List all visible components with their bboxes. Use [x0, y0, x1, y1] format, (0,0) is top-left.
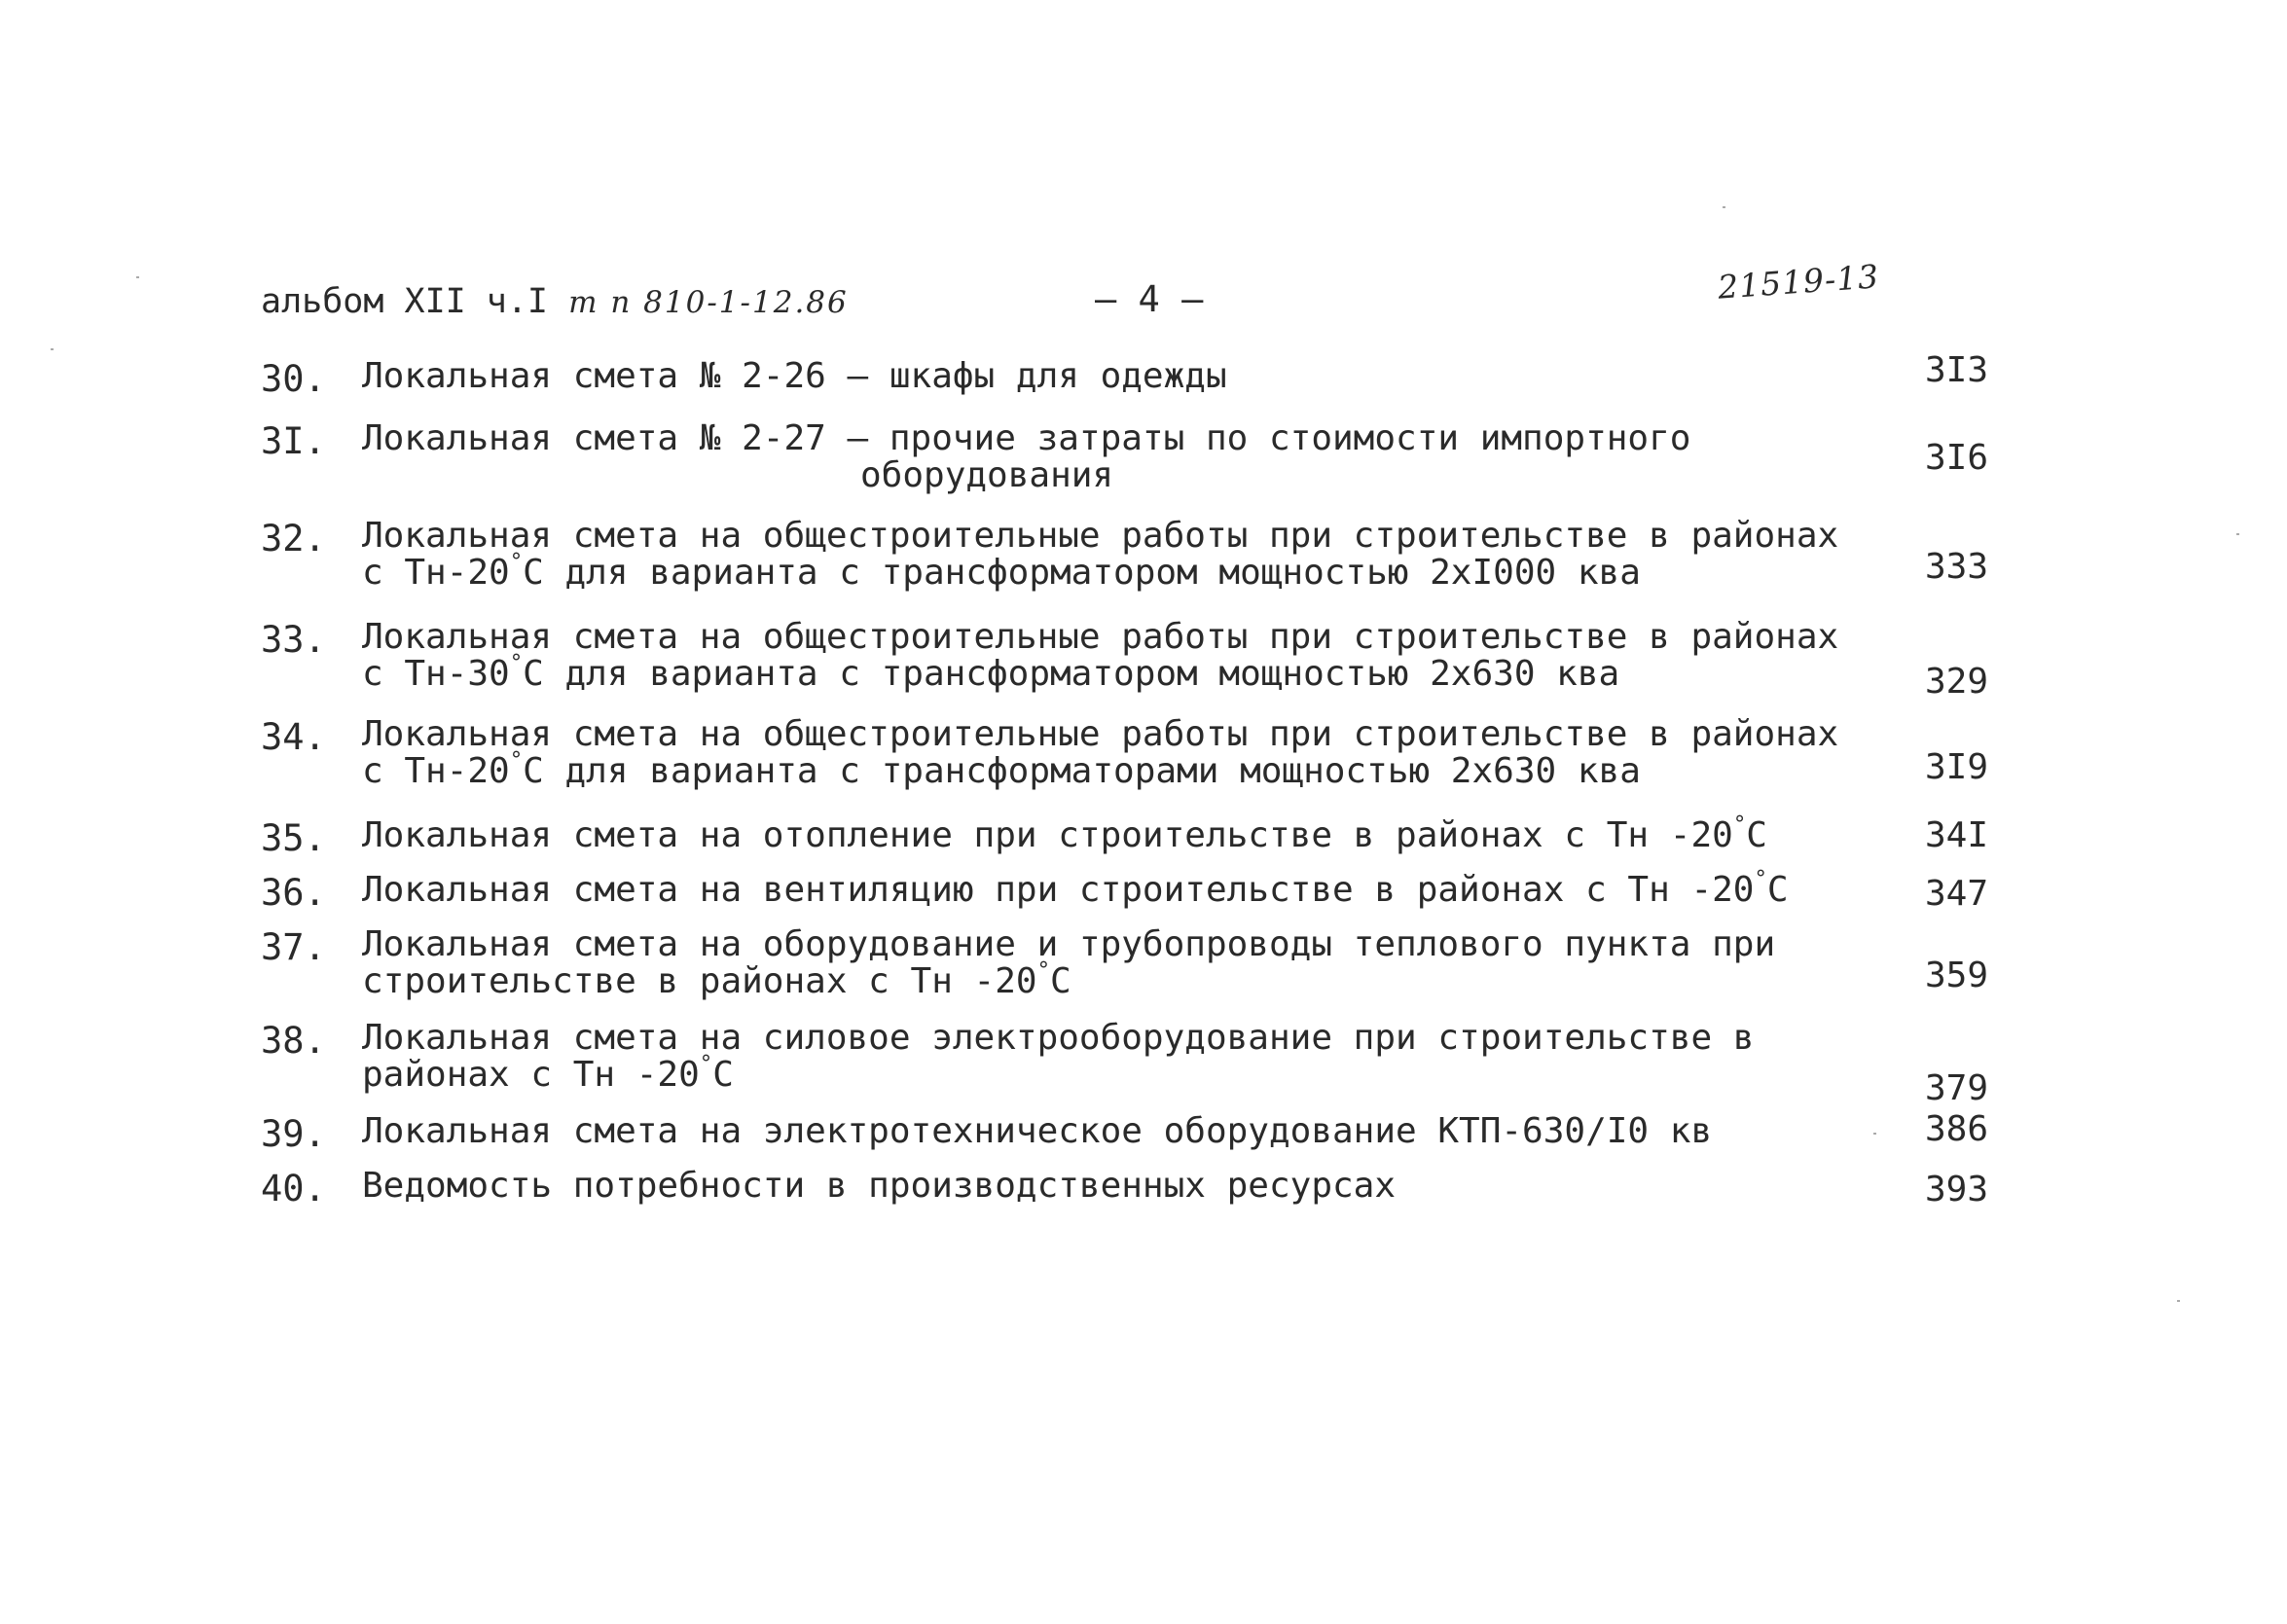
item-title-line: оборудования — [860, 455, 1114, 495]
degree-sign: ° — [699, 1050, 713, 1076]
item-page-number: 3I9 — [1925, 747, 1989, 787]
degree-sign: ° — [1732, 811, 1747, 837]
item-title-line: строительстве в районах с Тн -20°С — [362, 956, 1071, 1001]
item-title-line: Локальная смета на общестроительные работы при строительстве в районах — [362, 516, 1839, 556]
item-page-number: 3I3 — [1925, 350, 1989, 390]
item-title — [362, 1020, 1754, 1094]
item-title-line: Локальная смета на оборудование и трубопроводы теплового пункта при — [362, 924, 1776, 964]
item-title-line: Локальная смета на электротехническое оборудование КТП-630/I0 кв — [362, 1111, 1713, 1151]
degree-sign: ° — [509, 649, 524, 675]
item-title — [362, 811, 1767, 855]
scan-speck — [2177, 1300, 2180, 1302]
item-page-number: 386 — [1925, 1109, 1989, 1149]
scan-speck — [1723, 206, 1725, 208]
item-title-line: Локальная смета на силовое электрооборудование при строительстве в — [362, 1018, 1755, 1058]
item-title — [362, 358, 1227, 395]
archive-stamp-number: 21519-13 — [1716, 257, 1881, 307]
scan-speck — [51, 348, 54, 350]
item-title-line: с Тн-30°С для варианта с трансформатором мощностью 2х630 ква — [362, 649, 1620, 694]
item-number: 40. — [261, 1168, 326, 1209]
item-title-line: Локальная смета на общестроительные работы при строительстве в районах — [362, 714, 1839, 754]
item-number: 34. — [261, 716, 326, 758]
item-page-number: 333 — [1925, 547, 1989, 587]
item-number: 3I. — [261, 420, 326, 462]
scan-speck — [1873, 1133, 1876, 1135]
album-label: альбом XII ч.I — [261, 282, 549, 321]
item-number: 32. — [261, 518, 326, 559]
item-page-number: 379 — [1925, 1068, 1989, 1108]
degree-sign: ° — [509, 548, 524, 574]
item-number: 36. — [261, 872, 326, 914]
item-title-line: Ведомость потребности в производственных ресурсах — [362, 1166, 1397, 1206]
item-title-line: Локальная смета № 2-27 – прочие затраты по стоимости импортного — [362, 418, 1691, 458]
item-title — [362, 420, 1690, 494]
item-number: 35. — [261, 817, 326, 859]
item-page-number: 3I6 — [1925, 438, 1989, 478]
item-title-line: с Тн-20°С для варианта с трансформаторами мощностью 2х630 ква — [362, 746, 1641, 791]
item-page-number: 359 — [1925, 956, 1989, 995]
album-header — [261, 282, 849, 321]
item-title-line: районах с Тн -20°С — [362, 1050, 734, 1095]
item-number: 37. — [261, 926, 326, 968]
degree-sign: ° — [509, 746, 524, 773]
item-title-line: с Тн-20°С для варианта с трансформатором мощностью 2хI000 ква — [362, 548, 1641, 593]
item-title — [362, 926, 1775, 1000]
page-number: – 4 – — [1095, 278, 1204, 320]
item-number: 39. — [261, 1113, 326, 1155]
item-title — [362, 865, 1789, 910]
item-title-line: Локальная смета № 2-26 – шкафы для одежды — [362, 356, 1227, 396]
item-page-number: 393 — [1925, 1170, 1989, 1209]
item-page-number: 329 — [1925, 662, 1989, 702]
item-title-line: Локальная смета на общестроительные работы при строительстве в районах — [362, 617, 1839, 657]
item-title-line: Локальная смета на отопление при строительстве в районах с Тн -20°С — [362, 811, 1767, 855]
item-title — [362, 716, 1838, 790]
item-title — [362, 1113, 1712, 1150]
item-title-line: Локальная смета на вентиляцию при строительстве в районах с Тн -20°С — [362, 865, 1789, 910]
item-page-number: 347 — [1925, 874, 1989, 914]
item-number: 33. — [261, 619, 326, 661]
item-title — [362, 1168, 1396, 1205]
item-number: 30. — [261, 358, 326, 400]
item-page-number: 34I — [1925, 815, 1989, 855]
tp-code-handwritten: т п 810-1-12.86 — [568, 285, 849, 320]
degree-sign: ° — [1754, 865, 1767, 891]
item-title — [362, 518, 1838, 592]
degree-sign: ° — [1036, 956, 1050, 983]
scan-speck — [2236, 533, 2239, 535]
item-title — [362, 619, 1838, 693]
item-number: 38. — [261, 1020, 326, 1062]
scan-speck — [136, 276, 139, 278]
